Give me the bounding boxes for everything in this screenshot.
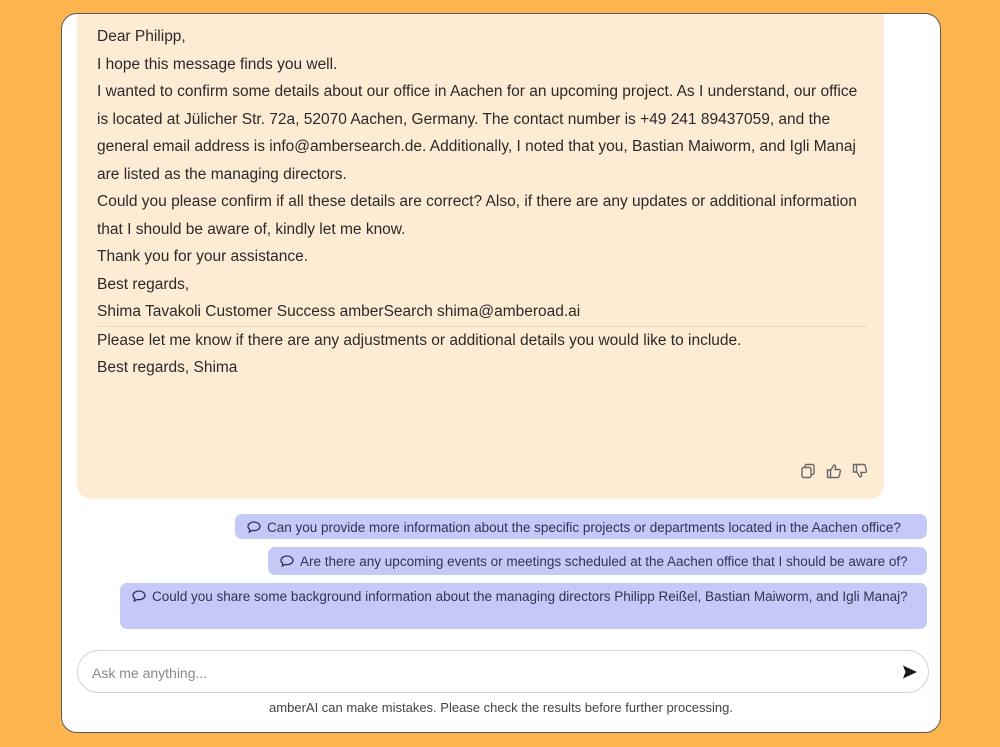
message-line-greeting: Dear Philipp, [97,28,186,45]
chat-bubble-icon [132,588,146,600]
chat-window [61,13,941,733]
assistant-message [77,13,884,499]
chat-bubble-icon [247,519,261,531]
suggestion-chip[interactable] [120,583,927,629]
message-line-closing: Best regards, [97,275,190,293]
suggestion-chip[interactable] [235,514,927,539]
copy-icon[interactable] [800,463,816,479]
message-line-thanks: Thank you for your assistance. [97,248,309,265]
message-footer-signoff: Best regards, Shima [97,359,238,376]
suggestion-text: Are there any upcoming events or meetings scheduled at the Aachen office that I should be aware of? [300,554,908,569]
chat-input[interactable] [90,651,884,694]
message-line-signature: Shima Tavakoli Customer Success amberSearch shima@amberoad.ai [97,298,867,327]
chat-input-box [77,650,929,693]
message-line-intro: I hope this message finds you well. [97,55,338,73]
suggestion-text: Could you share some background information about the managing directors Philipp Reißel, Bastian Maiworm, and Igli Manaj? [152,589,908,604]
message-line-details: I wanted to confirm some details about our office in Aachen for an upcoming project. As I understand, our office is located at Jülicher Str. 72a, 52070 Aachen, Germany. The contact number is +49 241 89437059, and the general email address is info@ambersearch.de. Additionally, I noted that you, Bastian Maiworm, and Igli Manaj are listed as the managing directors. [97,83,858,183]
send-icon[interactable] [902,664,918,680]
thumbs-down-icon[interactable] [852,463,868,479]
message-line-request: Could you please confirm if all these details are correct? Also, if there are any updates or additional information that I should be aware of, kindly let me know. [97,193,857,238]
message-footer-note: Please let me know if there are any adjustments or additional details you would like to include. [97,331,742,349]
suggestion-text: Can you provide more information about the specific projects or departments located in the Aachen office? [267,520,901,535]
message-body [97,23,867,382]
suggestion-chip[interactable] [268,547,927,575]
thumbs-up-icon[interactable] [826,463,842,479]
disclaimer-text: amberAI can make mistakes. Please check the results before further processing. [269,700,733,715]
message-actions [800,463,868,479]
chat-bubble-icon [280,553,294,565]
